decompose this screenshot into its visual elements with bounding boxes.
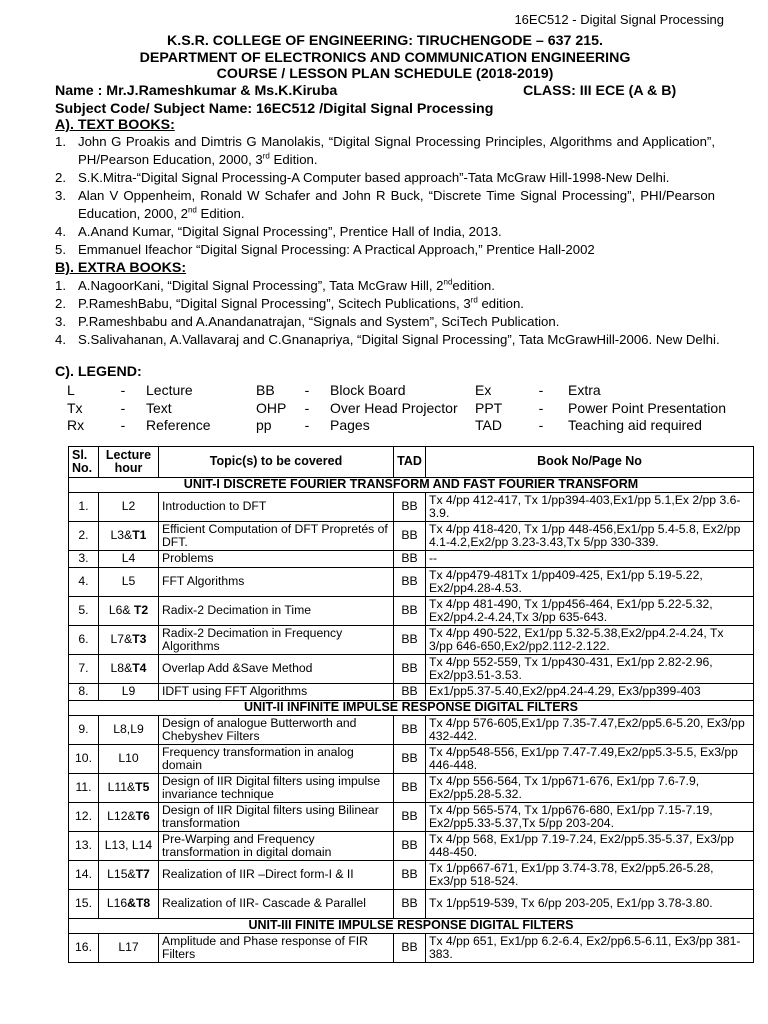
lecture-hour-text: L10 (118, 751, 139, 766)
tutorial-tag: T7 (135, 867, 150, 882)
table-row (69, 745, 754, 774)
legend-abbrev: TAD (475, 417, 502, 434)
tutorial-tag: T6 (135, 809, 150, 824)
sl-no: 14. (69, 861, 99, 890)
text-books-list (55, 133, 715, 259)
lecture-hour-text: L8,L9 (113, 722, 144, 737)
table-row (69, 774, 754, 803)
topic: Overlap Add &Save Method (159, 655, 394, 684)
legend-dash: - (120, 399, 126, 416)
text-books-heading: A). TEXT BOOKS: (55, 117, 175, 133)
sl-no: 5. (69, 597, 99, 626)
faculty-row (55, 83, 695, 99)
legend-abbrev: L (67, 382, 75, 398)
book-pages: Tx 1/pp667-671, Ex1/pp 3.74-3.78, Ex2/pp5.26-5.28, Ex3/pp 518-524. (426, 861, 754, 890)
book-text: S.Salivahanan, A.Vallavaraj and C.Gnanapriya, “Digital Signal Processing”, Tata McGrawHill-2006. New Delhi. (78, 332, 720, 347)
topic: Introduction to DFT (159, 493, 394, 522)
lecture-hour-text: L4 (121, 551, 136, 566)
lecture-hour-text: L9 (121, 684, 136, 699)
legend-dash: - (120, 382, 126, 398)
table-row (69, 551, 754, 568)
topic: Radix-2 Decimation in Time (159, 597, 394, 626)
legend-abbrev: Ex (475, 382, 492, 398)
legend-meaning: Text (146, 399, 172, 416)
lecture-hour-text: L13, L14 (104, 838, 153, 853)
book-text: Emmanuel Ifeachor “Digital Signal Processing: A Practical Approach,” Prentice Hall-2002 (78, 242, 595, 257)
book-pages: Tx 4/pp 552-559, Tx 1/pp430-431, Ex1/pp 2.82-2.96, Ex2/pp3.51-3.53. (426, 655, 754, 684)
col-lecture-hour: Lecture hour (99, 447, 159, 478)
legend-row (67, 400, 726, 418)
book-item (55, 169, 715, 187)
book-pages: Tx 1/pp519-539, Tx 6/pp 203-205, Ex1/pp 3.78-3.80. (426, 890, 754, 919)
book-ordinal-sup: nd (443, 277, 453, 287)
legend-table (67, 382, 726, 435)
unit-row (69, 478, 754, 493)
legend-abbrev: OHP (256, 399, 287, 416)
book-text-end: Edition. (196, 206, 245, 221)
book-pages: Tx 4/pp 568, Ex1/pp 7.19-7.24, Ex2/pp5.35-5.37, Ex3/pp 448-450. (426, 832, 754, 861)
legend-dash: - (304, 417, 310, 434)
tad: BB (394, 551, 426, 568)
lecture-hour-text: L2 (121, 499, 136, 514)
tad: BB (394, 745, 426, 774)
legend-row (67, 417, 726, 435)
book-ordinal-sup: rd (470, 295, 478, 305)
book-number: 1. (55, 278, 66, 293)
topic: Design of analogue Butterworth and Chebyshev Filters (159, 716, 394, 745)
tad: BB (394, 597, 426, 626)
tutorial-tag: T2 (133, 603, 149, 618)
book-item (55, 241, 715, 259)
faculty-name: Name : Mr.J.Rameshkumar & Ms.K.Kiruba (55, 83, 338, 99)
book-text: Alan V Oppenheim, Ronald W Schafer and John R Buck, “Discrete Time Signal Processing”, PHI/Pearson Education, 2000, 2 (78, 188, 715, 221)
book-item (55, 277, 735, 295)
book-item (55, 331, 735, 349)
legend-dash: - (304, 382, 310, 398)
lecture-hour (99, 716, 159, 745)
tad: BB (394, 832, 426, 861)
lecture-hour-text: L3& (110, 528, 133, 543)
title-block (40, 33, 730, 83)
legend-dash: - (538, 382, 544, 398)
sl-no: 16. (69, 934, 99, 963)
lecture-hour-text: L11& (107, 780, 136, 795)
book-number: 3. (55, 314, 66, 329)
department-title: DEPARTMENT OF ELECTRONICS AND COMMUNICATION ENGINEERING (139, 49, 631, 66)
legend-meaning: Over Head Projector (330, 399, 458, 416)
extra-books-list (55, 277, 735, 349)
legend-meaning: Power Point Presentation (568, 399, 726, 416)
lecture-hour (99, 832, 159, 861)
legend-abbrev: BB (256, 382, 275, 398)
legend-meaning: Pages (330, 417, 370, 434)
lecture-hour (99, 861, 159, 890)
lecture-hour-text: L8& (110, 661, 133, 676)
book-text-end: edition. (452, 278, 495, 293)
table-row (69, 493, 754, 522)
book-item (55, 223, 715, 241)
sl-no: 9. (69, 716, 99, 745)
legend-heading: C). LEGEND: (55, 364, 142, 380)
tad: BB (394, 716, 426, 745)
book-item (55, 133, 715, 169)
unit-row (69, 701, 754, 716)
tutorial-tag: T4 (132, 661, 147, 676)
lecture-hour (99, 774, 159, 803)
book-text: A.Anand Kumar, “Digital Signal Processing”, Prentice Hall of India, 2013. (78, 224, 502, 239)
tad: BB (394, 934, 426, 963)
sl-no: 13. (69, 832, 99, 861)
book-number: 2. (55, 296, 66, 311)
lecture-hour (99, 684, 159, 701)
tutorial-tag: T3 (132, 632, 147, 647)
unit-title: UNIT-I DISCRETE FOURIER TRANSFORM AND FAST FOURIER TRANSFORM (69, 478, 754, 493)
legend (67, 382, 726, 435)
tad: BB (394, 803, 426, 832)
legend-abbrev: Rx (67, 417, 85, 434)
lecture-hour-text: L15& (107, 867, 136, 882)
book-pages: Tx 4/pp 651, Ex1/pp 6.2-6.4, Ex2/pp6.5-6.11, Ex3/pp 381-383. (426, 934, 754, 963)
topic: Realization of IIR- Cascade & Parallel (159, 890, 394, 919)
lecture-hour (99, 597, 159, 626)
book-number: 3. (55, 188, 66, 203)
tutorial-tag: T5 (135, 780, 150, 795)
sl-no: 4. (69, 568, 99, 597)
book-text: P.RameshBabu, “Digital Signal Processing”, Scitech Publications, 3 (78, 296, 471, 311)
sl-no: 1. (69, 493, 99, 522)
legend-meaning: Reference (146, 417, 211, 434)
tad: BB (394, 655, 426, 684)
topic: Design of IIR Digital filters using Bilinear transformation (159, 803, 394, 832)
topic: Radix-2 Decimation in Frequency Algorithms (159, 626, 394, 655)
book-ordinal-sup: rd (262, 151, 270, 161)
tad: BB (394, 626, 426, 655)
col-book-page: Book No/Page No (426, 447, 754, 478)
schedule-header-row (69, 447, 754, 478)
legend-meaning: Lecture (146, 382, 193, 398)
table-row (69, 890, 754, 919)
sl-no: 15. (69, 890, 99, 919)
schedule-table (68, 446, 754, 963)
topic: FFT Algorithms (159, 568, 394, 597)
lecture-hour (99, 803, 159, 832)
lecture-hour (99, 890, 159, 919)
lecture-hour (99, 655, 159, 684)
sl-no: 3. (69, 551, 99, 568)
legend-dash: - (538, 417, 544, 434)
class-label: CLASS: III ECE (A & B) (523, 83, 677, 99)
table-row (69, 568, 754, 597)
book-number: 5. (55, 242, 66, 257)
col-topic: Topic(s) to be covered (159, 447, 394, 478)
unit-row (69, 919, 754, 934)
topic: Pre-Warping and Frequency transformation in digital domain (159, 832, 394, 861)
book-item (55, 313, 735, 331)
lecture-hour (99, 568, 159, 597)
table-row (69, 861, 754, 890)
book-pages: Tx 4/pp 412-417, Tx 1/pp394-403,Ex1/pp 5.1,Ex 2/pp 3.6-3.9. (426, 493, 754, 522)
lecture-hour-text: L17 (118, 940, 139, 955)
table-row (69, 934, 754, 963)
legend-meaning: Extra (568, 382, 601, 398)
sl-no: 2. (69, 522, 99, 551)
sl-no: 8. (69, 684, 99, 701)
book-text: A.NagoorKani, “Digital Signal Processing”, Tata McGraw Hill, 2 (78, 278, 444, 293)
book-text-end: Edition. (269, 152, 318, 167)
college-title: K.S.R. COLLEGE OF ENGINEERING: TIRUCHENGODE – 637 215. (167, 33, 603, 49)
tad: BB (394, 493, 426, 522)
sl-no: 11. (69, 774, 99, 803)
table-row (69, 803, 754, 832)
extra-books-heading: B). EXTRA BOOKS: (55, 260, 187, 276)
book-item (55, 295, 735, 313)
book-number: 1. (55, 134, 66, 149)
table-row (69, 522, 754, 551)
topic: Amplitude and Phase response of FIR Filters (159, 934, 394, 963)
book-pages: Ex1/pp5.37-5.40,Ex2/pp4.24-4.29, Ex3/pp399-403 (426, 684, 754, 701)
table-row (69, 684, 754, 701)
lecture-hour (99, 522, 159, 551)
tutorial-tag: T1 (132, 528, 147, 543)
col-tad: TAD (394, 447, 426, 478)
unit-title: UNIT-III FINITE IMPULSE RESPONSE DIGITAL FILTERS (69, 919, 754, 934)
book-pages: Tx 4/pp 418-420, Tx 1/pp 448-456,Ex1/pp 5.4-5.8, Ex2/pp 4.1-4.2,Ex2/pp 3.23-3.43,Tx 5/pp 330-339. (426, 522, 754, 551)
col-sl-no: Sl. No. (69, 447, 99, 478)
legend-meaning: Teaching aid required (568, 417, 702, 434)
tad: BB (394, 684, 426, 701)
book-pages: Tx 4/pp 490-522, Ex1/pp 5.32-5.38,Ex2/pp4.2-4.24, Tx 3/pp 646-650,Ex2/pp2.112-2.122. (426, 626, 754, 655)
topic: Efficient Computation of DFT Propretés of DFT. (159, 522, 394, 551)
legend-dash: - (304, 399, 310, 416)
topic: IDFT using FFT Algorithms (159, 684, 394, 701)
legend-dash: - (120, 417, 126, 434)
tad: BB (394, 774, 426, 803)
plan-title: COURSE / LESSON PLAN SCHEDULE (2018-2019) (216, 66, 554, 82)
lecture-hour (99, 934, 159, 963)
lecture-hour-text: L6& (108, 603, 134, 618)
tad: BB (394, 568, 426, 597)
book-text: P.Rameshbabu and A.Anandanatrajan, “Signals and System”, SciTech Publication. (78, 314, 560, 329)
book-pages: Tx 4/pp 481-490, Tx 1/pp456-464, Ex1/pp 5.22-5.32, Ex2/pp4.2-4.24,Tx 3/pp 635-643. (426, 597, 754, 626)
book-pages: Tx 4/pp 576-605,Ex1/pp 7.35-7.47,Ex2/pp5.6-5.20, Ex3/pp 432-442. (426, 716, 754, 745)
legend-dash: - (538, 399, 544, 416)
lecture-hour (99, 626, 159, 655)
book-number: 4. (55, 332, 66, 347)
book-pages: Tx 4/pp548-556, Ex1/pp 7.47-7.49,Ex2/pp5.3-5.5, Ex3/pp 446-448. (426, 745, 754, 774)
lecture-hour-text: L5 (121, 574, 136, 589)
tad: BB (394, 861, 426, 890)
legend-abbrev: PPT (475, 399, 503, 416)
book-number: 4. (55, 224, 66, 239)
sl-no: 12. (69, 803, 99, 832)
unit-title: UNIT-II INFINITE IMPULSE RESPONSE DIGITAL FILTERS (69, 701, 754, 716)
tutorial-tag: &T8 (127, 896, 151, 911)
topic: Problems (159, 551, 394, 568)
legend-abbrev: pp (256, 417, 272, 434)
table-row (69, 626, 754, 655)
topic: Realization of IIR –Direct form-I & II (159, 861, 394, 890)
tad: BB (394, 890, 426, 919)
table-row (69, 832, 754, 861)
legend-abbrev: Tx (67, 399, 83, 416)
book-text-end: edition. (477, 296, 524, 311)
lecture-hour (99, 551, 159, 568)
lecture-hour-text: L7& (110, 632, 133, 647)
sl-no: 6. (69, 626, 99, 655)
subject-line: Subject Code/ Subject Name: 16EC512 /Digital Signal Processing (55, 101, 494, 117)
table-row (69, 655, 754, 684)
book-pages: Tx 4/pp479-481Tx 1/pp409-425, Ex1/pp 5.19-5.22, Ex2/pp4.28-4.53. (426, 568, 754, 597)
book-ordinal-sup: nd (187, 205, 197, 215)
book-item (55, 187, 715, 223)
lecture-hour (99, 493, 159, 522)
table-row (69, 597, 754, 626)
book-text: John G Proakis and Dimtris G Manolakis, “Digital Signal Processing Principles, Algorithms and Application”, PH/Pearson Education, 2000, 3 (78, 134, 715, 167)
topic: Design of IIR Digital filters using impulse invariance technique (159, 774, 394, 803)
sl-no: 7. (69, 655, 99, 684)
book-pages: Tx 4/pp 565-574, Tx 1/pp676-680, Ex1/pp 7.15-7.19, Ex2/pp5.33-5.37,Tx 5/pp 203-204. (426, 803, 754, 832)
book-text: S.K.Mitra-“Digital Signal Processing-A Computer based approach”-Tata McGraw Hill-1998-New Delhi. (78, 170, 670, 185)
book-pages: Tx 4/pp 556-564, Tx 1/pp671-676, Ex1/pp 7.6-7.9, Ex2/pp5.28-5.32. (426, 774, 754, 803)
book-number: 2. (55, 170, 66, 185)
topic: Frequency transformation in analog domain (159, 745, 394, 774)
running-header: 16EC512 - Digital Signal Processing (514, 12, 724, 27)
sl-no: 10. (69, 745, 99, 774)
table-row (69, 716, 754, 745)
book-pages: -- (426, 551, 754, 568)
legend-meaning: Block Board (330, 382, 406, 398)
tad: BB (394, 522, 426, 551)
legend-row (67, 382, 726, 400)
lecture-hour (99, 745, 159, 774)
lecture-hour-text: L12& (107, 809, 136, 824)
lecture-hour-text: L16 (106, 896, 128, 911)
